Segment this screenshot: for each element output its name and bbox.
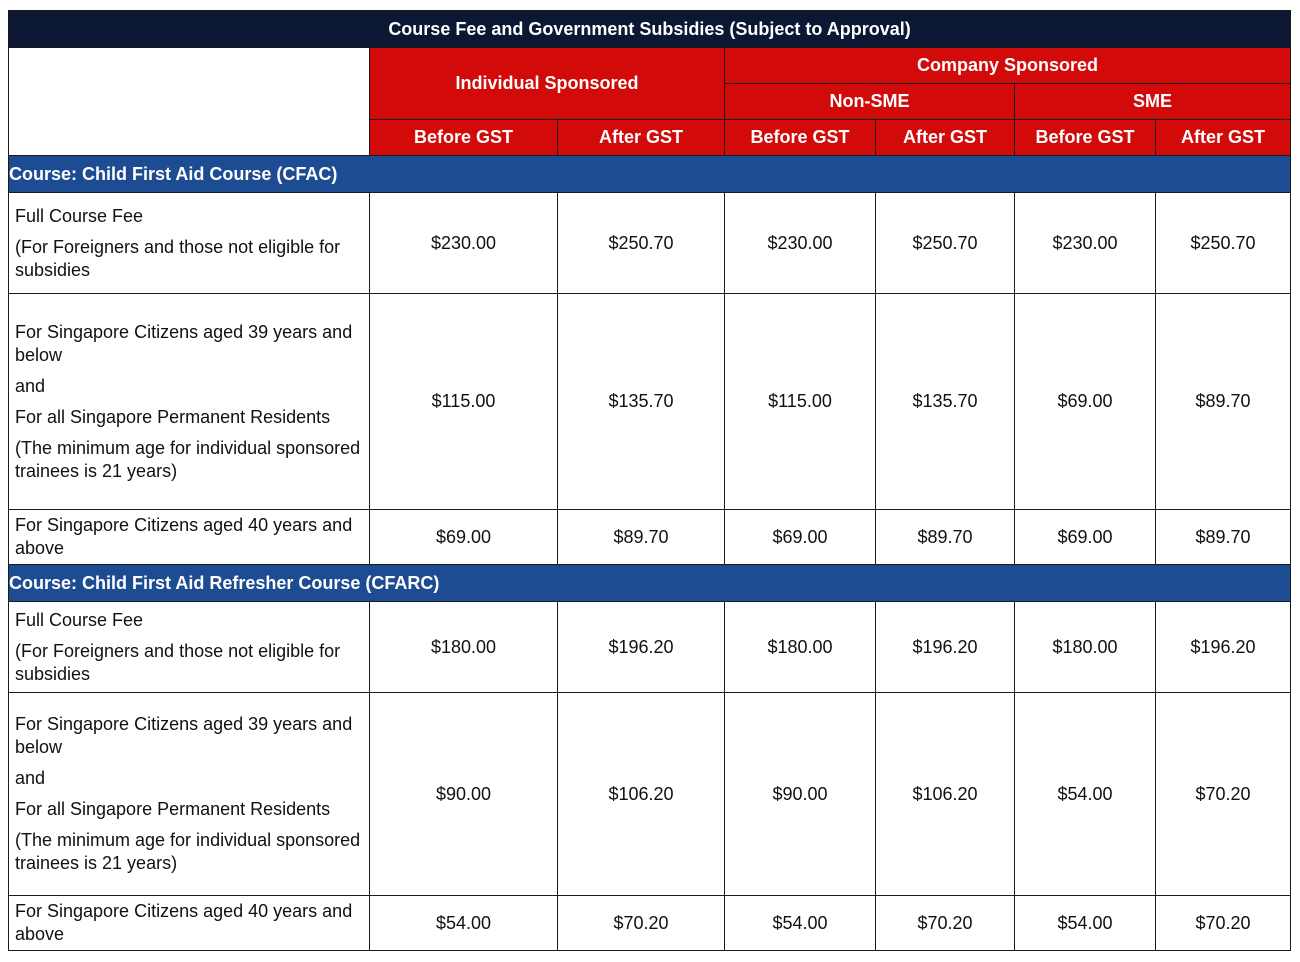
fee-cell: $196.20	[1156, 602, 1291, 693]
section-header: Course: Child First Aid Course (CFAC)	[9, 156, 1291, 193]
fee-cell: $135.70	[876, 294, 1015, 510]
description-line: For all Singapore Permanent Residents	[15, 406, 331, 427]
header-sme: SME	[1015, 84, 1291, 120]
fee-cell: $54.00	[370, 896, 558, 951]
fee-cell: $115.00	[725, 294, 876, 510]
fee-cell: $69.00	[1015, 294, 1156, 510]
fee-cell: $106.20	[558, 693, 725, 896]
section-header: Course: Child First Aid Refresher Course (CFARC)	[9, 565, 1291, 602]
header-non-sme-after-gst: After GST	[876, 120, 1015, 156]
table-row	[9, 193, 1291, 294]
description-line: (For Foreigners and those not eligible for subsidies	[15, 236, 341, 280]
fee-cell: $180.00	[725, 602, 876, 693]
fee-cell: $69.00	[725, 510, 876, 565]
description-line: (The minimum age for individual sponsored trainees is 21 years)	[15, 830, 361, 873]
fee-cell: $89.70	[1156, 510, 1291, 565]
fee-cell: $89.70	[1156, 294, 1291, 510]
fee-cell: $180.00	[1015, 602, 1156, 693]
fee-cell: $250.70	[876, 193, 1015, 294]
fee-cell: $70.20	[558, 896, 725, 951]
header-sme-after-gst: After GST	[1156, 120, 1291, 156]
row-description	[9, 896, 370, 951]
table-row	[9, 693, 1291, 896]
fee-cell: $230.00	[725, 193, 876, 294]
fee-cell: $69.00	[370, 510, 558, 565]
description-line: and	[15, 768, 46, 788]
header-non-sme: Non-SME	[725, 84, 1015, 120]
description-line: Full Course Fee	[15, 609, 144, 630]
fee-cell: $54.00	[1015, 693, 1156, 896]
fee-cell: $90.00	[370, 693, 558, 896]
table-row	[9, 294, 1291, 510]
fee-cell: $70.20	[1156, 896, 1291, 951]
header-sme-before-gst: Before GST	[1015, 120, 1156, 156]
fee-cell: $135.70	[558, 294, 725, 510]
fee-cell: $230.00	[1015, 193, 1156, 294]
description-line: For Singapore Citizens aged 40 years and above	[15, 515, 353, 558]
description-line: For Singapore Citizens aged 39 years and below	[15, 321, 353, 365]
table-row	[9, 510, 1291, 565]
description-line: For Singapore Citizens aged 39 years and below	[15, 714, 353, 757]
header-individual-before-gst: Before GST	[370, 120, 558, 156]
fee-cell: $54.00	[725, 896, 876, 951]
table-row	[9, 602, 1291, 693]
header-individual-sponsored: Individual Sponsored	[370, 48, 725, 120]
table-row	[9, 896, 1291, 951]
header-company-sponsored: Company Sponsored	[725, 48, 1291, 84]
fee-cell: $89.70	[558, 510, 725, 565]
course-fee-table	[8, 10, 1291, 951]
description-line: Full Course Fee	[15, 205, 144, 226]
fee-cell: $89.70	[876, 510, 1015, 565]
fee-cell: $115.00	[370, 294, 558, 510]
fee-cell: $70.20	[876, 896, 1015, 951]
row-description	[9, 193, 370, 294]
fee-cell: $180.00	[370, 602, 558, 693]
row-description	[9, 294, 370, 510]
fee-cell: $106.20	[876, 693, 1015, 896]
fee-cell: $196.20	[558, 602, 725, 693]
description-line: (For Foreigners and those not eligible for subsidies	[15, 640, 341, 684]
description-line: For Singapore Citizens aged 40 years and above	[15, 901, 353, 944]
fee-cell: $90.00	[725, 693, 876, 896]
fee-cell: $230.00	[370, 193, 558, 294]
fee-cell: $70.20	[1156, 693, 1291, 896]
fee-cell: $54.00	[1015, 896, 1156, 951]
header-non-sme-before-gst: Before GST	[725, 120, 876, 156]
fee-cell: $69.00	[1015, 510, 1156, 565]
fee-cell: $250.70	[558, 193, 725, 294]
row-description	[9, 510, 370, 565]
row-description	[9, 602, 370, 693]
description-line: and	[15, 375, 46, 396]
header-individual-after-gst: After GST	[558, 120, 725, 156]
header-blank-cell	[9, 48, 370, 156]
row-description	[9, 693, 370, 896]
description-line: (The minimum age for individual sponsored trainees is 21 years)	[15, 437, 361, 481]
table-title: Course Fee and Government Subsidies (Subject to Approval)	[9, 11, 1291, 48]
description-line: For all Singapore Permanent Residents	[15, 799, 331, 819]
fee-cell: $250.70	[1156, 193, 1291, 294]
fee-cell: $196.20	[876, 602, 1015, 693]
